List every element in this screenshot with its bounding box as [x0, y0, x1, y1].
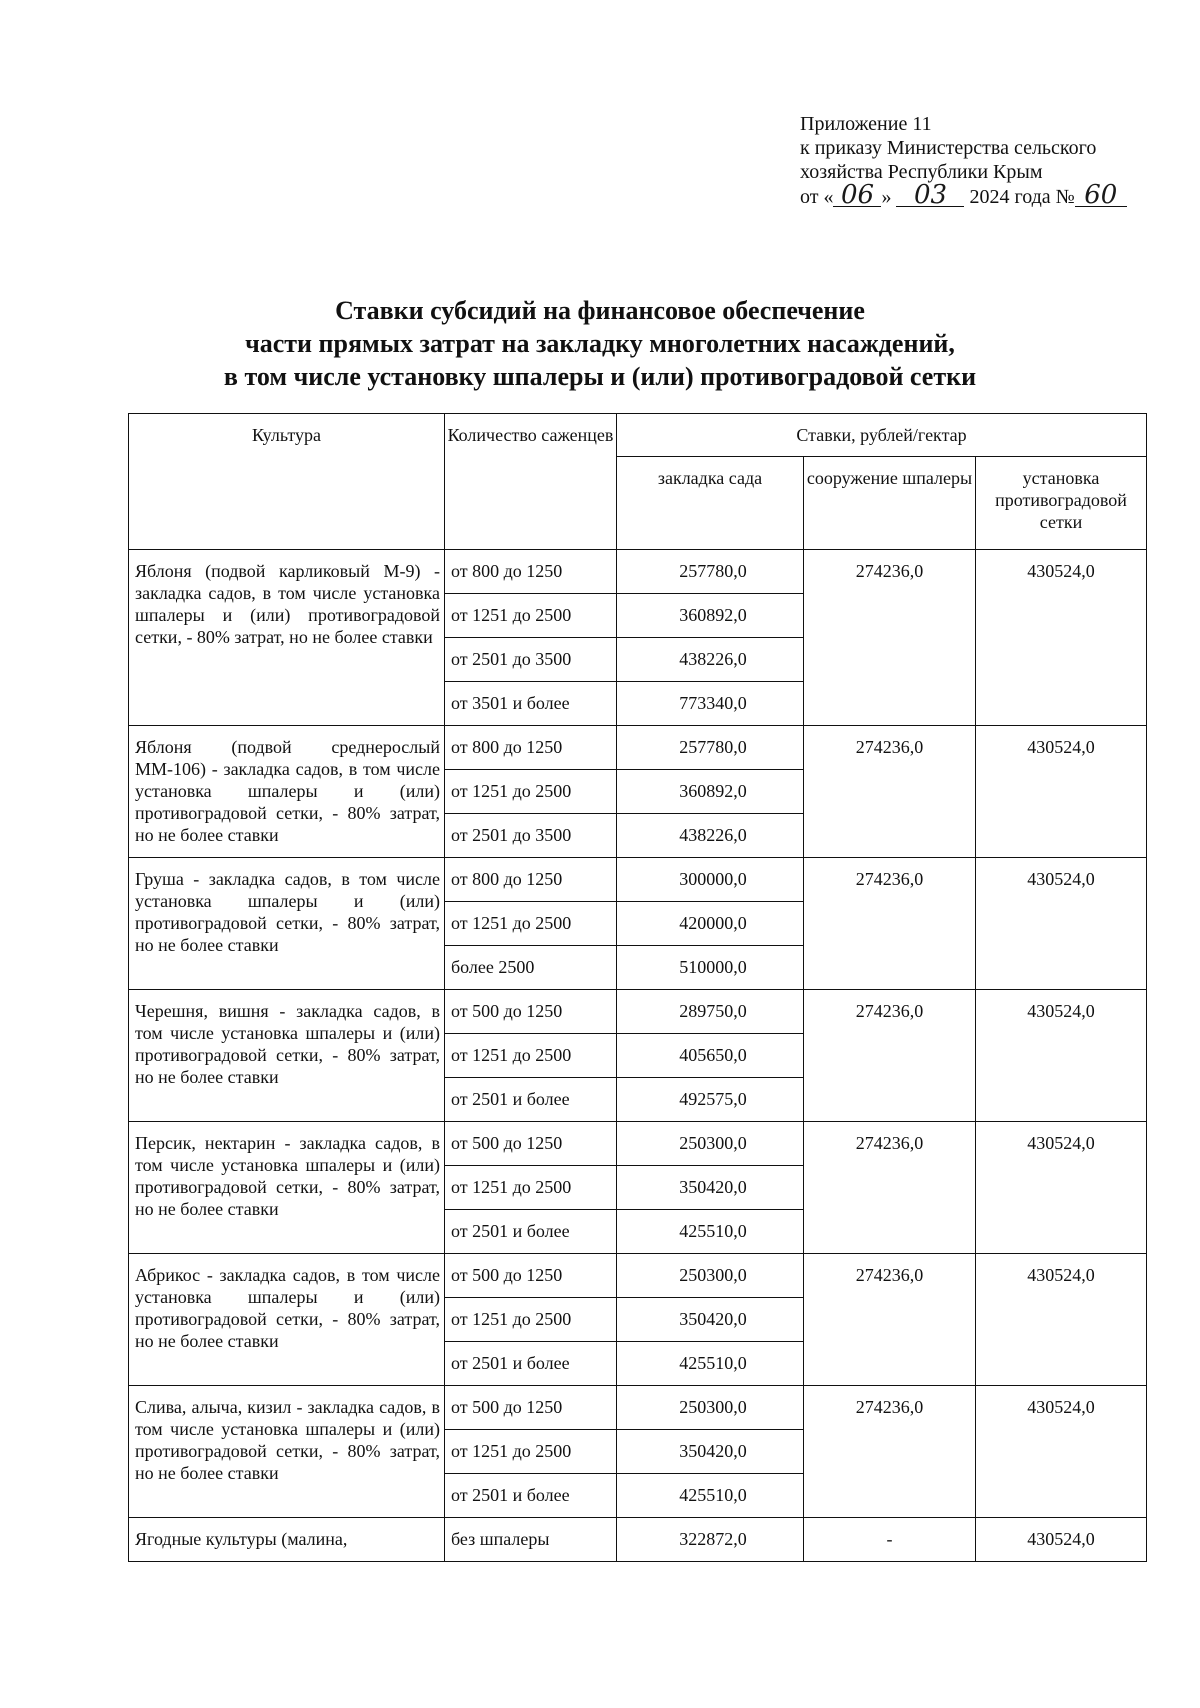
seedling-count: более 2500	[445, 946, 617, 990]
planting-rate: 438226,0	[617, 638, 804, 682]
trellis-rate: 274236,0	[804, 726, 976, 858]
planting-rate: 350420,0	[617, 1430, 804, 1474]
planting-rate: 250300,0	[617, 1254, 804, 1298]
seedling-count: от 2501 и более	[445, 1210, 617, 1254]
order-line-1: к приказу Министерства сельского	[800, 137, 1097, 159]
planting-rate: 250300,0	[617, 1122, 804, 1166]
seedling-count: от 2501 и более	[445, 1078, 617, 1122]
header-rates: Ставки, рублей/гектар	[617, 414, 1147, 457]
header-planting: закладка сада	[617, 457, 804, 550]
table-body	[129, 550, 1147, 1562]
handwritten-day: 06	[833, 184, 881, 207]
table-row	[129, 550, 1147, 594]
crop-description: Груша - закладка садов, в том числе установка шпалеры и (или) противоградовой сетки, - 80% затрат, но не более ставки	[129, 858, 445, 990]
planting-rate: 773340,0	[617, 682, 804, 726]
header-hailnet: установка противоградовой сетки	[976, 457, 1147, 550]
seedling-count: от 800 до 1250	[445, 858, 617, 902]
hailnet-rate: 430524,0	[976, 1122, 1147, 1254]
hailnet-rate: 430524,0	[976, 990, 1147, 1122]
crop-description: Черешня, вишня - закладка садов, в том числе установка шпалеры и (или) противоградовой сетки, - 80% затрат, но не более ставки	[129, 990, 445, 1122]
date-suffix: 2024 года №	[969, 186, 1075, 208]
order-date-line	[800, 180, 1160, 210]
planting-rate: 438226,0	[617, 814, 804, 858]
planting-rate: 257780,0	[617, 550, 804, 594]
seedling-count: от 800 до 1250	[445, 550, 617, 594]
crop-description: Абрикос - закладка садов, в том числе установка шпалеры и (или) противоградовой сетки, - 80% затрат, но не более ставки	[129, 1254, 445, 1386]
header-culture: Культура	[129, 414, 445, 550]
seedling-count: от 500 до 1250	[445, 1386, 617, 1430]
planting-rate: 350420,0	[617, 1166, 804, 1210]
table-row	[129, 1386, 1147, 1430]
planting-rate: 350420,0	[617, 1298, 804, 1342]
subsidy-rates-table	[128, 413, 1147, 1562]
seedling-count: от 1251 до 2500	[445, 1430, 617, 1474]
planting-rate: 425510,0	[617, 1342, 804, 1386]
seedling-count: от 500 до 1250	[445, 1122, 617, 1166]
seedling-count: от 1251 до 2500	[445, 1166, 617, 1210]
crop-description: Яблоня (подвой карликовый М-9) - закладка садов, в том числе установка шпалеры и (или) противоградовой сетки, - 80% затрат, но не более ставки	[129, 550, 445, 726]
handwritten-order-number: 60	[1075, 184, 1127, 207]
trellis-rate: 274236,0	[804, 858, 976, 990]
planting-rate: 250300,0	[617, 1386, 804, 1430]
trellis-rate: 274236,0	[804, 1386, 976, 1518]
crop-description: Яблоня (подвой среднерослый ММ-106) - закладка садов, в том числе установка шпалеры и (или) противоградовой сетки, - 80% затрат, но не более ставки	[129, 726, 445, 858]
hailnet-rate: 430524,0	[976, 1254, 1147, 1386]
seedling-count: от 1251 до 2500	[445, 1298, 617, 1342]
crop-description: Слива, алыча, кизил - закладка садов, в том числе установка шпалеры и (или) противоградовой сетки, - 80% затрат, но не более ставки	[129, 1386, 445, 1518]
trellis-rate: 274236,0	[804, 990, 976, 1122]
seedling-count: от 2501 до 3500	[445, 814, 617, 858]
date-mid: »	[881, 186, 892, 208]
seedling-count: от 2501 и более	[445, 1342, 617, 1386]
trellis-rate: -	[804, 1518, 976, 1562]
trellis-rate: 274236,0	[804, 550, 976, 726]
table-row	[129, 1518, 1147, 1562]
seedling-count: без шпалеры	[445, 1518, 617, 1562]
trellis-rate: 274236,0	[804, 1254, 976, 1386]
table-row	[129, 990, 1147, 1034]
planting-rate: 405650,0	[617, 1034, 804, 1078]
trellis-rate: 274236,0	[804, 1122, 976, 1254]
page-title	[100, 294, 1100, 393]
seedling-count: от 800 до 1250	[445, 726, 617, 770]
seedling-count: от 2501 до 3500	[445, 638, 617, 682]
table-row	[129, 858, 1147, 902]
planting-rate: 510000,0	[617, 946, 804, 990]
seedling-count: от 1251 до 2500	[445, 1034, 617, 1078]
handwritten-month: 03	[896, 184, 964, 207]
hailnet-rate: 430524,0	[976, 726, 1147, 858]
seedling-count: от 1251 до 2500	[445, 594, 617, 638]
header-count: Количество саженцев	[445, 414, 617, 550]
table-row	[129, 1122, 1147, 1166]
seedling-count: от 500 до 1250	[445, 990, 617, 1034]
appendix-title: Приложение 11	[800, 113, 932, 135]
seedling-count: от 500 до 1250	[445, 1254, 617, 1298]
planting-rate: 425510,0	[617, 1210, 804, 1254]
planting-rate: 492575,0	[617, 1078, 804, 1122]
planting-rate: 360892,0	[617, 594, 804, 638]
title-line-2: части прямых затрат на закладку многолетних насаждений,	[245, 329, 955, 358]
table-row	[129, 726, 1147, 770]
table-row	[129, 1254, 1147, 1298]
date-prefix: от «	[800, 186, 834, 208]
planting-rate: 360892,0	[617, 770, 804, 814]
seedling-count: от 1251 до 2500	[445, 770, 617, 814]
seedling-count: от 3501 и более	[445, 682, 617, 726]
planting-rate: 300000,0	[617, 858, 804, 902]
hailnet-rate: 430524,0	[976, 858, 1147, 990]
seedling-count: от 2501 и более	[445, 1474, 617, 1518]
table-header	[129, 414, 1147, 550]
appendix-header	[800, 112, 1160, 209]
title-line-3: в том числе установку шпалеры и (или) противоградовой сетки	[223, 362, 977, 391]
title-line-1: Ставки субсидий на финансовое обеспечение	[335, 296, 865, 325]
hailnet-rate: 430524,0	[976, 550, 1147, 726]
hailnet-rate: 430524,0	[976, 1518, 1147, 1562]
hailnet-rate: 430524,0	[976, 1386, 1147, 1518]
planting-rate: 257780,0	[617, 726, 804, 770]
seedling-count: от 1251 до 2500	[445, 902, 617, 946]
planting-rate: 420000,0	[617, 902, 804, 946]
order-line-2: хозяйства Республики Крым	[800, 161, 1043, 183]
planting-rate: 322872,0	[617, 1518, 804, 1562]
planting-rate: 425510,0	[617, 1474, 804, 1518]
header-row	[129, 414, 1147, 457]
crop-description: Ягодные культуры (малина,	[129, 1518, 445, 1562]
header-trellis: сооружение шпалеры	[804, 457, 976, 550]
planting-rate: 289750,0	[617, 990, 804, 1034]
crop-description: Персик, нектарин - закладка садов, в том числе установка шпалеры и (или) противоградовой сетки, - 80% затрат, но не более ставки	[129, 1122, 445, 1254]
